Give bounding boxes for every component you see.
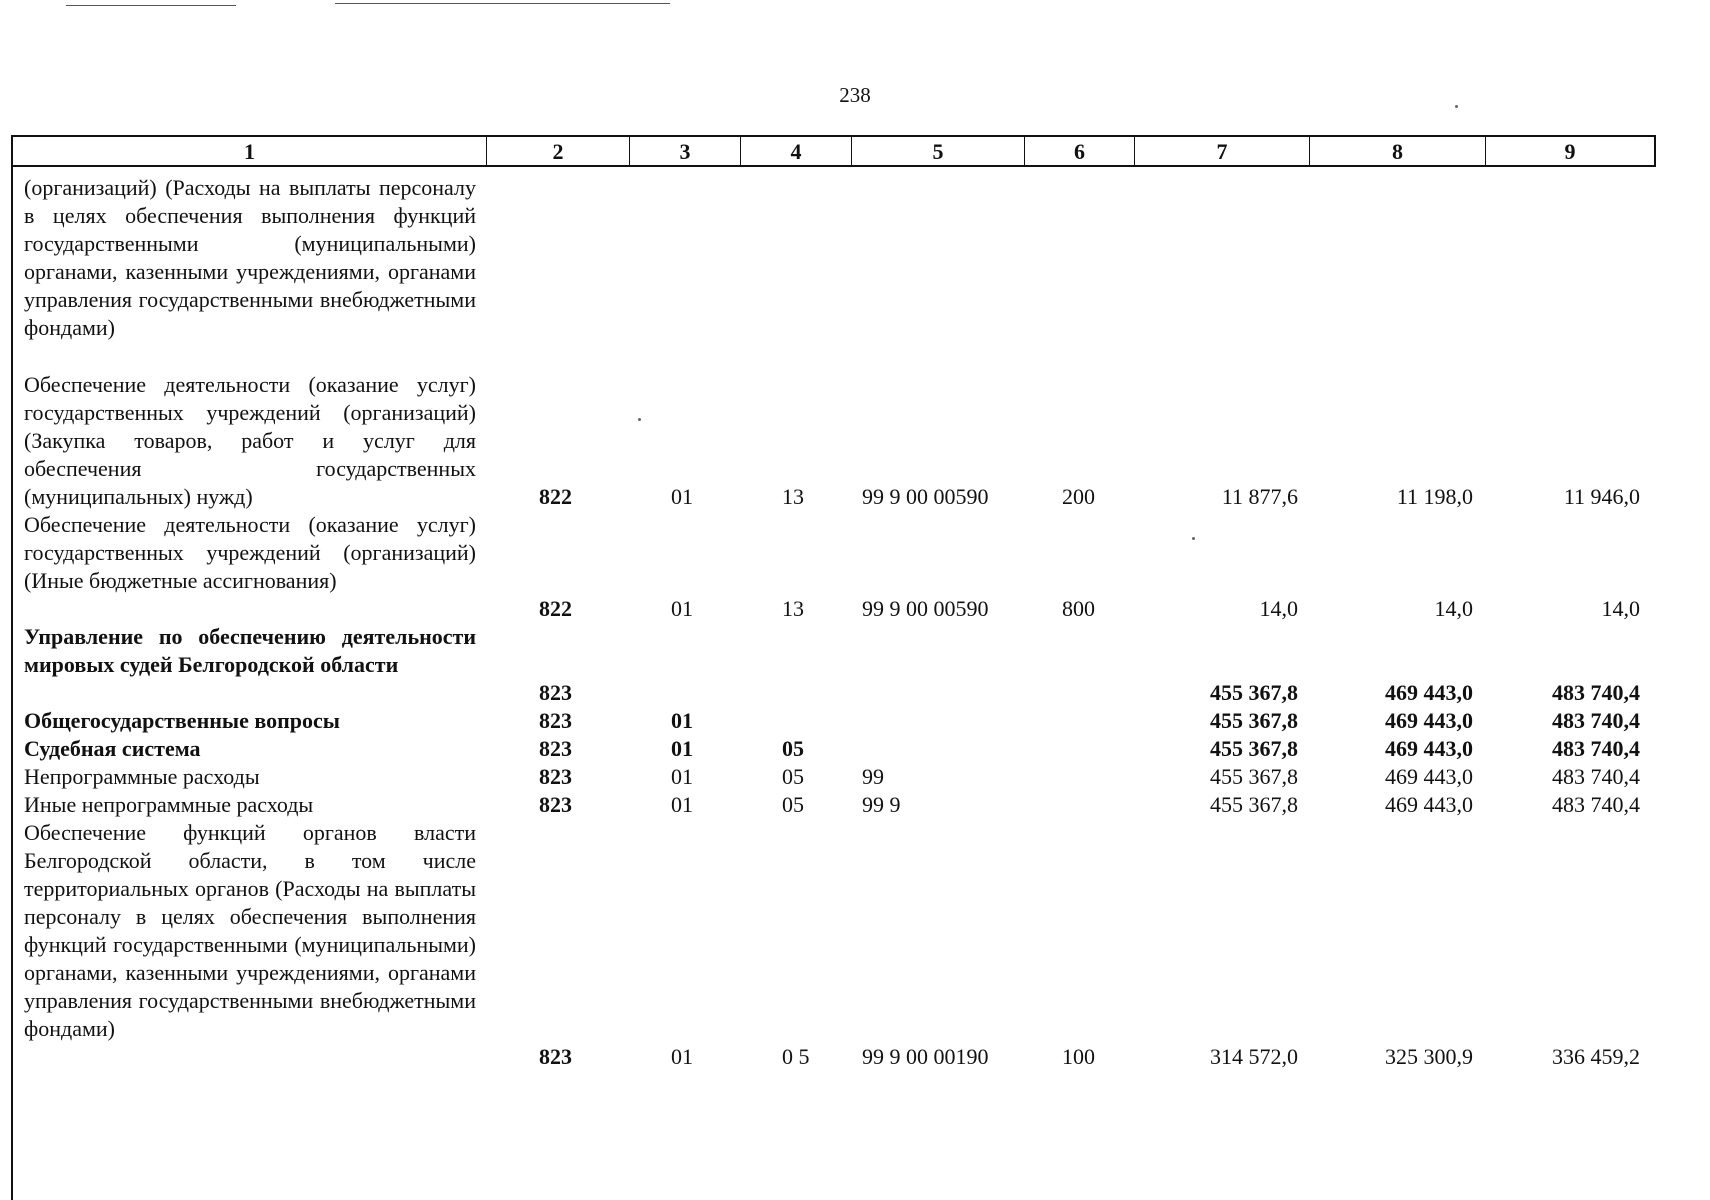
scan-speck <box>1192 537 1195 540</box>
row-description: Иные непрограммные расходы <box>24 792 314 817</box>
cell-amount-col7: 455 367,8 <box>1210 792 1298 817</box>
cell-admin-code: 823 <box>539 680 572 705</box>
column-header-2: 2 <box>486 137 629 165</box>
column-header-6: 6 <box>1024 137 1134 165</box>
cell-amount-col8: 325 300,9 <box>1385 1044 1473 1069</box>
cell-expense-type: 200 <box>1062 484 1095 509</box>
cell-expense-type: 800 <box>1062 596 1095 621</box>
row-description: (организаций) (Расходы на выплаты персоналу в целях обеспечения выполнения функций государственными (муниципальными) органами, казенными учреждениями, органами управления государственными внебюджетными фондами) <box>24 175 476 340</box>
cell-amount-col8: 14,0 <box>1434 596 1473 621</box>
scan-artifact-line <box>335 3 670 4</box>
cell-subsection: 13 <box>782 484 804 509</box>
cell-amount-col9: 483 740,4 <box>1552 792 1640 817</box>
cell-admin-code: 822 <box>539 484 572 509</box>
column-header-7: 7 <box>1134 137 1309 165</box>
cell-amount-col7: 11 877,6 <box>1221 484 1298 509</box>
cell-amount-col7: 455 367,8 <box>1210 680 1298 705</box>
column-header-5: 5 <box>851 137 1024 165</box>
row-description: Судебная система <box>24 736 201 761</box>
cell-admin-code: 822 <box>539 596 572 621</box>
scan-speck <box>1455 105 1458 108</box>
cell-target-article: 99 9 00 00590 <box>862 484 989 509</box>
cell-section: 01 <box>671 764 693 789</box>
cell-amount-col9: 14,0 <box>1601 596 1640 621</box>
page-number: 238 <box>839 83 871 107</box>
cell-amount-col9: 483 740,4 <box>1552 736 1640 761</box>
cell-expense-type: 100 <box>1062 1044 1095 1069</box>
cell-amount-col9: 483 740,4 <box>1552 764 1640 789</box>
cell-section: 01 <box>671 792 693 817</box>
column-header-8: 8 <box>1309 137 1485 165</box>
row-description: Обеспечение деятельности (оказание услуг) государственных учреждений (организаций) (Иные бюджетные ассигнования) <box>24 512 476 593</box>
row-description: Обеспечение функций органов власти Белгородской области, в том числе территориальных органов (Расходы на выплаты персоналу в целях обеспечения выполнения функций государственными (муниципальными) органами, казенными учреждениями, органами управления государственными внебюджетными фондами) <box>24 820 476 1041</box>
table-row <box>0 1043 1710 1071</box>
cell-amount-col8: 469 443,0 <box>1385 708 1473 733</box>
table-row <box>0 679 1710 707</box>
cell-section: 01 <box>671 708 693 733</box>
row-description: Обеспечение деятельности (оказание услуг) государственных учреждений (организаций) (Закупка товаров, работ и услуг для обеспечения государственных (муниципальных) нужд) <box>24 372 476 509</box>
row-description: Непрограммные расходы <box>24 764 260 789</box>
cell-target-article: 99 9 00 00590 <box>862 596 989 621</box>
cell-section: 01 <box>671 484 693 509</box>
table-header-row <box>11 135 1656 167</box>
cell-subsection: 13 <box>782 596 804 621</box>
cell-subsection: 0 5 <box>782 1044 810 1069</box>
cell-subsection: 05 <box>782 736 804 761</box>
table-row <box>0 735 1710 763</box>
cell-admin-code: 823 <box>539 792 572 817</box>
cell-admin-code: 823 <box>539 1044 572 1069</box>
cell-amount-col7: 14,0 <box>1259 596 1298 621</box>
cell-subsection: 05 <box>782 764 804 789</box>
cell-amount-col7: 314 572,0 <box>1210 1044 1298 1069</box>
scan-artifact-line <box>66 5 236 6</box>
table-row <box>0 707 1710 735</box>
cell-admin-code: 823 <box>539 736 572 761</box>
cell-admin-code: 823 <box>539 764 572 789</box>
cell-amount-col9: 11 946,0 <box>1563 484 1640 509</box>
table-row <box>0 595 1710 623</box>
column-header-9: 9 <box>1485 137 1654 165</box>
row-description: Общегосударственные вопросы <box>24 708 340 733</box>
cell-subsection: 05 <box>782 792 804 817</box>
cell-target-article: 99 9 00 00190 <box>862 1044 989 1069</box>
cell-amount-col8: 469 443,0 <box>1385 736 1473 761</box>
cell-amount-col8: 11 198,0 <box>1396 484 1473 509</box>
cell-amount-col7: 455 367,8 <box>1210 736 1298 761</box>
cell-target-article: 99 <box>862 764 884 789</box>
cell-amount-col9: 483 740,4 <box>1552 680 1640 705</box>
cell-admin-code: 823 <box>539 708 572 733</box>
scan-speck <box>638 418 641 421</box>
cell-amount-col8: 469 443,0 <box>1385 792 1473 817</box>
row-description: Управление по обеспечению деятельности мировых судей Белгородской области <box>24 624 476 677</box>
cell-section: 01 <box>671 1044 693 1069</box>
cell-section: 01 <box>671 736 693 761</box>
column-header-1: 1 <box>244 139 255 164</box>
cell-amount-col8: 469 443,0 <box>1385 764 1473 789</box>
cell-amount-col8: 469 443,0 <box>1385 680 1473 705</box>
cell-amount-col9: 336 459,2 <box>1552 1044 1640 1069</box>
cell-amount-col9: 483 740,4 <box>1552 708 1640 733</box>
table-row <box>0 763 1710 791</box>
cell-target-article: 99 9 <box>862 792 901 817</box>
cell-amount-col7: 455 367,8 <box>1210 764 1298 789</box>
column-header-3: 3 <box>629 137 740 165</box>
table-row <box>0 791 1710 819</box>
column-header-4: 4 <box>740 137 851 165</box>
table-row <box>0 483 1710 511</box>
cell-section: 01 <box>671 596 693 621</box>
cell-amount-col7: 455 367,8 <box>1210 708 1298 733</box>
